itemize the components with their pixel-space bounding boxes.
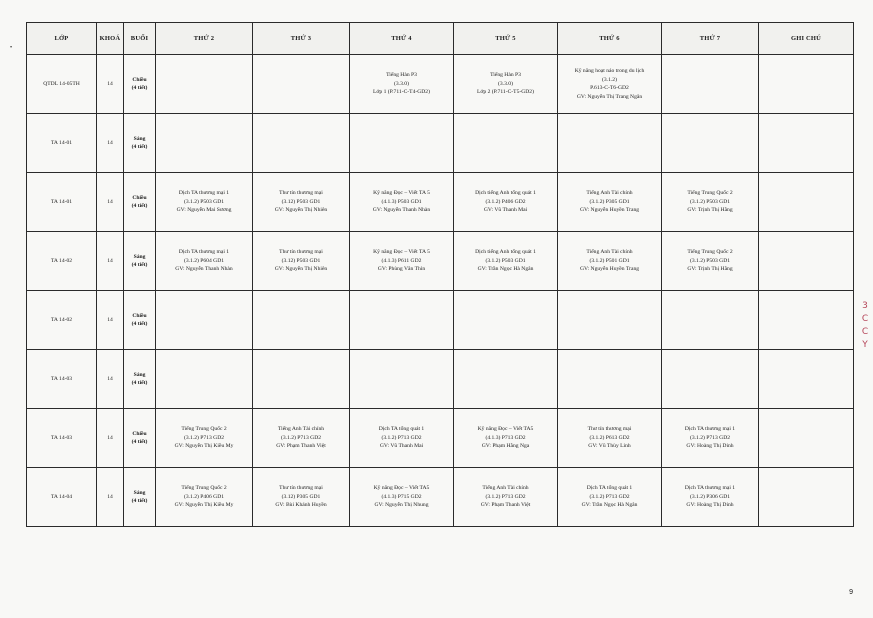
- course-cell: [350, 114, 454, 173]
- schedule-table: [26, 22, 854, 527]
- course-line: GV: Bùi Khánh Huyền: [275, 502, 327, 509]
- course-line: (3.1.2) P306 GD1: [689, 493, 731, 500]
- session-line: (4 tiết): [131, 439, 148, 445]
- margin-mark: Y: [862, 340, 868, 350]
- course-line: (3.1.2) P503 GD1: [689, 198, 731, 205]
- header-day: THỨ 5: [454, 23, 558, 55]
- course-cell: [253, 468, 350, 527]
- margin-mark: C: [861, 327, 869, 337]
- session-line: (4 tiết): [131, 380, 148, 386]
- course-line: (3.1.2) P613 GD2: [589, 434, 630, 441]
- note-cell: [759, 173, 854, 232]
- course-line: Kỹ năng hoạt náo trong du lịch: [574, 68, 645, 74]
- course-line: (3.1.2): [602, 76, 617, 83]
- session-cell: [124, 55, 156, 114]
- course-cell: [253, 350, 350, 409]
- session-cell: [124, 409, 156, 468]
- course-cell: [156, 114, 253, 173]
- course-cell: [350, 409, 454, 468]
- session-line: (4 tiết): [131, 262, 148, 268]
- course-line: GV: Phạm Hằng Nga: [481, 443, 530, 450]
- course-cell: [454, 173, 558, 232]
- course-cell: [454, 232, 558, 291]
- course-cell: [253, 114, 350, 173]
- course-line: (3.12) P503 GD1: [281, 257, 321, 264]
- course-cell: [558, 468, 662, 527]
- course-cell: [662, 232, 759, 291]
- cohort-cell: 14: [97, 173, 124, 232]
- course-line: (3.1.2) P501 GD1: [589, 257, 630, 264]
- header-row: [27, 23, 854, 55]
- course-line: Kỹ năng Đọc – Viết TA5: [477, 426, 534, 433]
- session-line: Sáng: [133, 489, 146, 496]
- course-cell: [558, 409, 662, 468]
- course-cell: [350, 55, 454, 114]
- course-line: (3.1.2) P503 GD1: [485, 257, 526, 264]
- course-cell: [156, 291, 253, 350]
- course-cell: [662, 468, 759, 527]
- course-line: (3.1.2) P305 GD1: [589, 198, 630, 205]
- header-lop: LỚP: [27, 23, 97, 55]
- session-cell: [124, 468, 156, 527]
- course-line: Tiếng Trung Quốc 2: [181, 426, 227, 433]
- session-line: Chiều: [132, 76, 147, 83]
- course-line: Dịch TA thương mại 1: [178, 190, 230, 197]
- header-day: THỨ 3: [253, 23, 350, 55]
- course-cell: [558, 232, 662, 291]
- course-line: GV: Nguyễn Thị Nhung: [374, 502, 429, 509]
- course-cell: [662, 114, 759, 173]
- note-cell: [759, 114, 854, 173]
- course-cell: [558, 55, 662, 114]
- cohort-cell: 14: [97, 409, 124, 468]
- course-line: Tiếng Anh Tài chính: [586, 249, 633, 256]
- course-line: Dịch TA tổng quát 1: [586, 485, 633, 492]
- schedule-row: [27, 350, 854, 409]
- course-cell: [253, 55, 350, 114]
- course-line: Tiếng Anh Tài chính: [277, 426, 325, 433]
- course-line: GV: Vũ Thùy Linh: [588, 443, 631, 450]
- note-cell: [759, 409, 854, 468]
- course-line: GV: Trần Ngọc Hà Ngân: [477, 266, 534, 273]
- session-line: Chiều: [132, 430, 147, 437]
- session-cell: [124, 291, 156, 350]
- schedule-row: [27, 173, 854, 232]
- course-line: (4.1.3) P715 GD2: [381, 493, 422, 500]
- course-line: Thư tín thương mại: [279, 249, 323, 256]
- session-cell: [124, 350, 156, 409]
- course-cell: [454, 114, 558, 173]
- course-line: (4.1.3) P713 GD2: [485, 434, 526, 441]
- course-line: Dịch tiếng Anh tổng quát 1: [475, 249, 536, 256]
- note-cell: [759, 291, 854, 350]
- note-cell: [759, 232, 854, 291]
- session-line: (4 tiết): [131, 144, 148, 150]
- course-line: GV: Trịnh Thị Hằng: [687, 266, 733, 273]
- course-line: Tiếng Trung Quốc 2: [687, 190, 733, 197]
- schedule-row: [27, 409, 854, 468]
- course-cell: [156, 409, 253, 468]
- schedule-row: [27, 55, 854, 114]
- course-cell: [662, 350, 759, 409]
- course-cell: [156, 55, 253, 114]
- course-cell: [350, 291, 454, 350]
- class-name-cell: TA 14-02: [27, 232, 97, 291]
- header-khoa: KHOÁ: [97, 23, 124, 55]
- course-line: Dịch tiếng Anh tổng quát 1: [475, 190, 536, 197]
- course-cell: [558, 114, 662, 173]
- course-line: GV: Nguyễn Thanh Nhàn: [175, 266, 233, 273]
- note-cell: [759, 55, 854, 114]
- course-line: Dịch TA tổng quát 1: [378, 426, 425, 433]
- course-line: GV: Vũ Thanh Mai: [483, 207, 528, 214]
- cohort-cell: 14: [97, 114, 124, 173]
- course-line: GV: Hoàng Thị Dinh: [686, 443, 734, 450]
- course-line: Tiếng Trung Quốc 2: [181, 485, 227, 492]
- course-line: (3.1.2) P503 GD1: [183, 198, 225, 205]
- course-cell: [662, 291, 759, 350]
- course-line: (3.12) P305 GD1: [281, 493, 321, 500]
- course-line: Kỹ năng Đọc – Viết TA 5: [373, 249, 430, 256]
- session-line: Sáng: [133, 371, 146, 378]
- schedule-row: [27, 468, 854, 527]
- course-line: (3.1.2) P503 GD1: [689, 257, 731, 264]
- course-cell: [662, 409, 759, 468]
- course-cell: [662, 55, 759, 114]
- margin-handwriting: [859, 300, 871, 380]
- header-day: THỨ 6: [558, 23, 662, 55]
- course-cell: [253, 409, 350, 468]
- schedule-row: [27, 232, 854, 291]
- course-line: GV: Nguyễn Huyền Trang: [579, 266, 640, 273]
- course-line: GV: Nguyễn Thị Trang Ngân: [576, 93, 643, 100]
- class-name-cell: TA 14-01: [27, 114, 97, 173]
- course-line: (3.1.2) P713 GD2: [589, 493, 630, 500]
- session-line: Sáng: [133, 135, 146, 142]
- note-cell: [759, 350, 854, 409]
- course-cell: [253, 173, 350, 232]
- course-line: (3.3.0): [394, 80, 409, 87]
- course-cell: [558, 350, 662, 409]
- class-name-cell: TA 14-03: [27, 409, 97, 468]
- header-day: THỨ 4: [350, 23, 454, 55]
- course-cell: [156, 350, 253, 409]
- session-cell: [124, 232, 156, 291]
- course-line: (3.1.2) P713 GD2: [280, 434, 322, 441]
- scan-dot: •: [10, 45, 13, 51]
- course-cell: [350, 350, 454, 409]
- course-line: GV: Nguyễn Thị Nhiên: [274, 266, 328, 273]
- class-name-cell: TA 14-02: [27, 291, 97, 350]
- course-line: GV: Trần Ngọc Hà Ngân: [581, 502, 638, 509]
- course-line: Thư tín thương mại: [279, 485, 323, 492]
- schedule-row: [27, 291, 854, 350]
- course-line: (4.1.3) P503 GD1: [381, 198, 422, 205]
- course-cell: [350, 173, 454, 232]
- session-cell: [124, 114, 156, 173]
- course-line: Kỹ năng Đọc – Viết TA5: [373, 485, 430, 492]
- class-name-cell: TA 14-04: [27, 468, 97, 527]
- course-line: GV: Nguyễn Huyền Trang: [579, 207, 640, 214]
- course-line: (3.1.2) P406 GD2: [485, 198, 526, 205]
- course-cell: [350, 468, 454, 527]
- session-line: Chiều: [132, 312, 147, 319]
- course-line: (3.1.2) P713 GD2: [381, 434, 422, 441]
- course-cell: [156, 173, 253, 232]
- course-cell: [558, 173, 662, 232]
- session-line: (4 tiết): [131, 321, 148, 327]
- course-line: GV: Phùng Văn Thìn: [377, 266, 426, 273]
- course-line: (4.1.3) P611 GD2: [381, 257, 422, 264]
- course-line: GV: Vũ Thanh Mai: [379, 443, 424, 450]
- course-line: Tiếng Anh Tài chính: [586, 190, 633, 197]
- cohort-cell: 14: [97, 350, 124, 409]
- course-line: GV: Phạm Thanh Việt: [276, 443, 326, 450]
- cohort-cell: 14: [97, 468, 124, 527]
- course-cell: [156, 468, 253, 527]
- course-cell: [156, 232, 253, 291]
- course-line: Dịch TA thương mại 1: [684, 485, 736, 492]
- course-line: GV: Hoàng Thị Dinh: [686, 502, 734, 509]
- cohort-cell: 14: [97, 55, 124, 114]
- course-cell: [454, 468, 558, 527]
- course-cell: [454, 55, 558, 114]
- course-line: P.613-C-T6-GD2: [590, 85, 629, 91]
- course-line: (3.1.2) P713 GD2: [183, 434, 225, 441]
- course-line: (3.1.2) P604 GD1: [183, 257, 225, 264]
- course-line: (3.1.2) P406 GD1: [183, 493, 225, 500]
- session-line: (4 tiết): [131, 85, 148, 91]
- page-number: 9: [849, 589, 853, 596]
- course-line: GV: Phạm Thanh Việt: [480, 502, 531, 509]
- course-line: Lớp 1 (P.711-C-T4-GD2): [373, 89, 430, 96]
- class-name-cell: QTDL 14-05TH: [27, 55, 97, 114]
- course-line: GV: Trịnh Thị Hằng: [687, 207, 733, 214]
- class-name-cell: TA 14-01: [27, 173, 97, 232]
- header-day: THỨ 2: [156, 23, 253, 55]
- course-line: Thư tín thương mại: [587, 426, 632, 433]
- course-cell: [350, 232, 454, 291]
- course-cell: [253, 291, 350, 350]
- course-line: Kỹ năng Đọc – Viết TA 5: [373, 190, 430, 197]
- course-line: (3.3.0): [498, 80, 513, 87]
- course-line: Tiếng Anh Tài chính: [482, 485, 529, 492]
- header-buoi: BUỔI: [124, 23, 156, 55]
- course-cell: [454, 291, 558, 350]
- course-line: GV: Nguyễn Mai Sương: [176, 207, 232, 214]
- course-cell: [558, 291, 662, 350]
- course-line: Dịch TA thương mại 1: [684, 426, 736, 433]
- session-line: Sáng: [133, 253, 146, 260]
- session-line: Chiều: [132, 194, 147, 201]
- course-line: Dịch TA thương mại 1: [178, 249, 230, 256]
- course-line: Tiếng Hàn P3: [386, 72, 417, 79]
- session-cell: [124, 173, 156, 232]
- cohort-cell: 14: [97, 232, 124, 291]
- margin-mark: 3: [862, 301, 868, 311]
- session-line: (4 tiết): [131, 498, 148, 504]
- course-line: (3.1.2) P713 GD2: [689, 434, 731, 441]
- course-line: GV: Nguyễn Thị Nhiên: [274, 207, 328, 214]
- cohort-cell: 14: [97, 291, 124, 350]
- header-day: THỨ 7: [662, 23, 759, 55]
- margin-mark: C: [861, 314, 869, 324]
- course-line: (3.12) P503 GD1: [281, 198, 321, 205]
- course-line: Tiếng Trung Quốc 2: [687, 249, 733, 256]
- session-line: (4 tiết): [131, 203, 148, 209]
- course-line: GV: Nguyễn Thanh Nhàn: [372, 207, 431, 214]
- course-line: (3.1.2) P713 GD2: [485, 493, 526, 500]
- schedule-row: [27, 114, 854, 173]
- course-cell: [253, 232, 350, 291]
- course-line: Tiếng Hàn P3: [490, 72, 521, 79]
- class-name-cell: TA 14-03: [27, 350, 97, 409]
- course-cell: [454, 350, 558, 409]
- course-line: Lớp 2 (P.711-C-T5-GD2): [477, 89, 534, 96]
- note-cell: [759, 468, 854, 527]
- course-cell: [454, 409, 558, 468]
- course-cell: [662, 173, 759, 232]
- course-line: GV: Nguyễn Thị Kiều My: [174, 502, 234, 509]
- header-ghichu: GHI CHÚ: [759, 23, 854, 55]
- course-line: GV: Nguyễn Thị Kiều My: [174, 443, 234, 450]
- course-line: Thư tín thương mại: [279, 190, 323, 197]
